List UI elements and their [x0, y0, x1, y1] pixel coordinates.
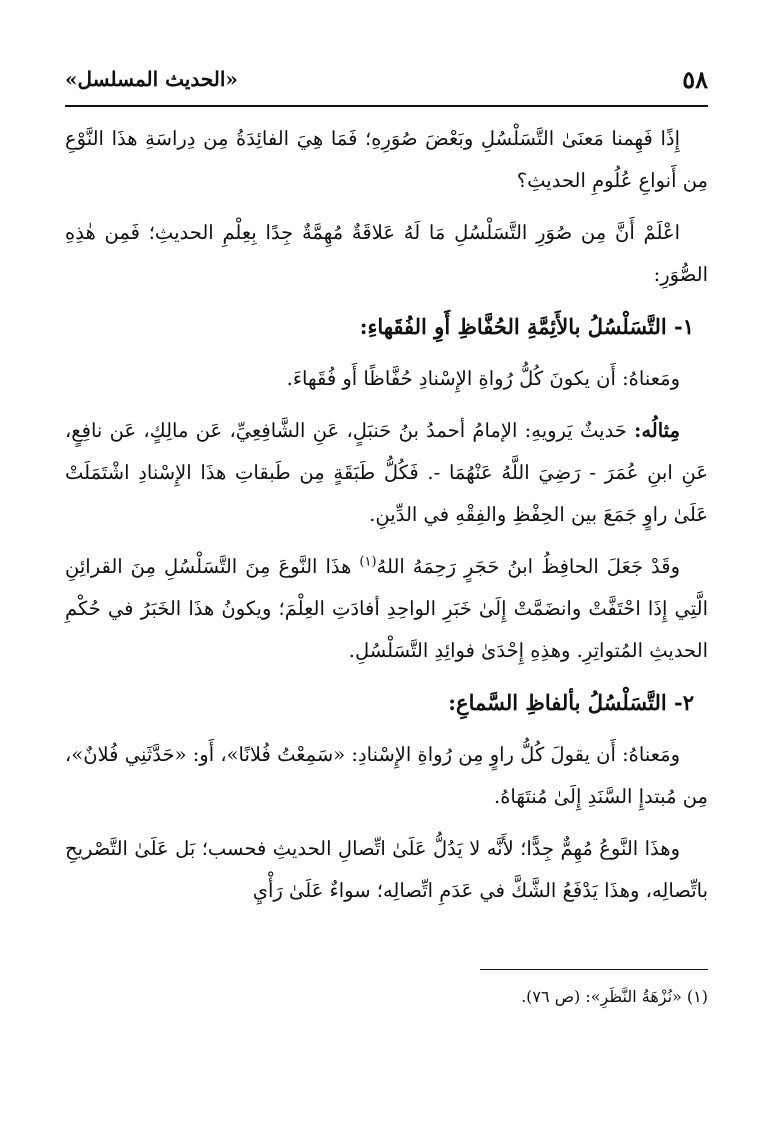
paragraph-definition-2: ومَعناهُ: أَن يقولَ كُلُّ راوٍ مِن رُواةِ الإِسْنادِ: «سَمِعْتُ فُلانًا»، أَو: «حَدَّثَنِي فُلانٌ»، مِن مُبتدإِ السَّنَدِ إِلَىٰ مُنتَهَاهُ.: [65, 743, 708, 808]
paragraph-intro-question: إِذًا فَهِمنا مَعنَىٰ التَّسَلْسُلِ وبَعْضَ صُوَرِهِ؛ فَمَا هِيَ الفائِدَةُ مِن دِراسَةِ هذَا النَّوْعِ مِن أَنواعِ عُلُومِ الحديثِ؟: [65, 127, 708, 192]
page-header: [65, 62, 708, 96]
paragraph-importance: وهذَا النَّوعُ مُهِمٌّ جِدًّا؛ لأَنَّه لا يَدُلُّ عَلَىٰ اتِّصالِ الحديثِ فحسب؛ بَل عَلَىٰ التَّصْريحِ باتِّصالِه، وهذَا يَدْفَعُ الشَّكَّ في عَدَمِ اتِّصالِه؛ سواءٌ عَلَىٰ رَأْيِ: [65, 837, 708, 902]
paragraph-definition-1: ومَعناهُ: أَن يكونَ كُلُّ رُواةِ الإِسْنادِ حُفَّاظًا أَو فُقَهاءَ.: [286, 367, 680, 390]
section-heading-1: ١- التَّسَلْسُلُ بالأَئِمَّةِ الحُفَّاظِ أَوِ الفُقَهاءِ:: [359, 314, 694, 339]
paragraph-intro-answer: اعْلَمْ أَنَّ مِن صُوَرِ التَّسَلْسُلِ مَا لَهُ عَلاقَةٌ مُهِمَّةٌ جِدًا بِعِلْمِ الحديثِ؛ فَمِن هٰذِهِ الصُّوَرِ:: [65, 221, 708, 286]
footnote-divider: [480, 969, 708, 970]
footnote-marker[interactable]: (١): [359, 554, 377, 570]
page-body: [65, 118, 708, 912]
ibn-hajar-text-end: هذَا النَّوعَ مِنَ التَّسَلْسُلِ مِنَ القرائِنِ الَّتِي إِذَا احْتَفَّتْ وانضَمَّتْ إِلَىٰ خَبَرِ الواحِدِ أفادَتِ العِلْمَ؛ ويكونُ هذَا الخَبَرُ في حُكْمِ الحديثِ المُتواتِرِ. وهذِهِ إِحْدَىٰ فوائِدِ التَّسَلْسُلِ.: [65, 555, 708, 662]
example-text: حَديثٌ يَرويهِ: الإمامُ أحمدُ بنُ حَنبَلٍ، عَنِ الشَّافِعِيِّ، عَن مالِكٍ، عَن نافِعٍ، عَنِ ابنِ عُمَرَ - رَضِيَ اللَّهُ عَنْهُمَا -. فَكُلُّ طَبَقَةٍ مِن طَبقاتِ هذَا الإِسْنادِ اشْتَمَلَتْ عَلَىٰ راوٍ جَمَعَ بين الحِفْظِ والفِقْهِ في الدِّينِ.: [65, 419, 708, 526]
ibn-hajar-text-start: وقَدْ جَعَلَ الحافِظُ ابنُ حَجَرٍ رَحِمَهُ اللهُ: [376, 555, 680, 578]
running-title: «الحديث المسلسل»: [65, 67, 238, 91]
paragraph-example: [65, 410, 708, 536]
footnote: (١) «نُزْهَةُ النَّظَرِ»: (ص ٧٦).: [521, 987, 708, 1006]
section-heading-2: ٢- التَّسَلْسُلُ بألفاظِ السَّماعِ:: [448, 690, 694, 715]
page-number: ٥٨: [682, 64, 708, 94]
header-divider: [65, 105, 708, 107]
paragraph-ibn-hajar: [65, 546, 708, 672]
example-label: مِثالُه:: [634, 419, 680, 442]
